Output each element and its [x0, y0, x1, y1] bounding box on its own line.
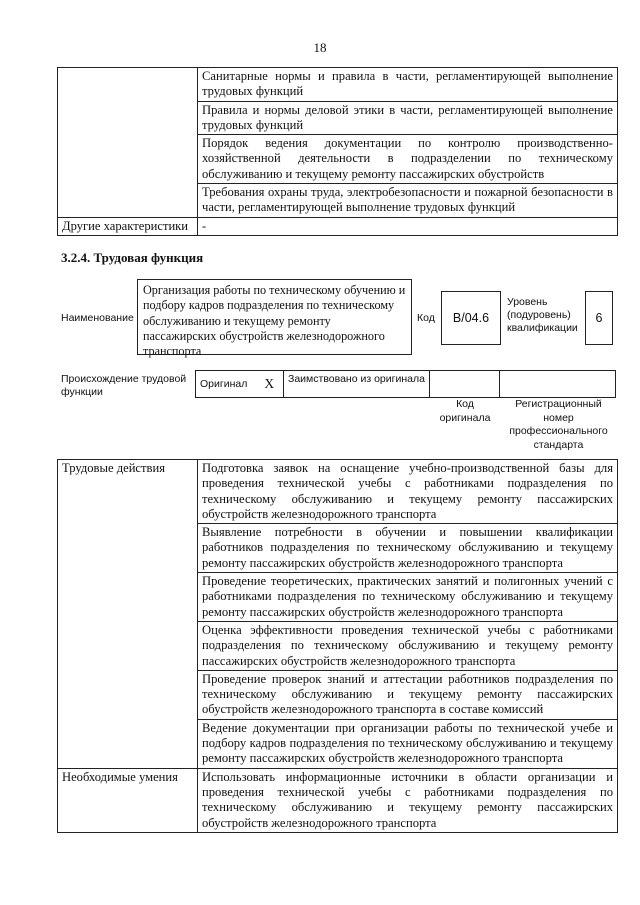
labor-actions-label: Трудовые действия [58, 460, 198, 769]
labor-action-item: Ведение документации при организации работы по технической учебе и подбору кадров подразделения по техническому обслуживанию и текущему ремонту пассажирских обустройств железнодорожного транспорта [198, 719, 618, 768]
labor-action-item: Выявление потребности в обучении и повышении квалификации работников подразделения по техническому обслуживанию и текущему ремонту пассажирских обустройств железнодорожного транспорта [198, 524, 618, 573]
table-row [58, 68, 618, 102]
table-row [58, 460, 618, 524]
original-code-cell [430, 371, 500, 398]
page-number: 18 [313, 40, 327, 55]
function-name-value: Организация работы по техническому обучению и подбору кадров подразделения по техническому обслуживанию и текущему ремонту пассажирских обустройств железнодорожного транспорта [137, 279, 412, 355]
table-row [196, 371, 616, 398]
knowledge-item: Порядок ведения документации по контролю производственно-хозяйственной деятельности в подразделении по техническому обслуживанию и текущему ремонту пассажирских обустройств [198, 135, 618, 184]
borrowed-label: Заимствовано из оригинала [284, 371, 430, 398]
required-skills-label: Необходимые умения [58, 768, 198, 832]
labor-action-item: Проведение проверок знаний и аттестации работников подразделения по техническому обслуживанию и текущему ремонту пассажирских обустройств железнодорожного транспорта в составе комиссий [198, 670, 618, 719]
original-code-caption: Код оригинала [439, 398, 491, 424]
knowledge-item: Санитарные нормы и правила в части, регламентирующей выполнение трудовых функций [198, 68, 618, 102]
original-mark: X [256, 371, 284, 398]
knowledge-item: Правила и нормы деловой этики в части, регламентирующей выполнение трудовых функций [198, 101, 618, 135]
origin-label: Происхождение трудовой функции [61, 373, 187, 398]
qualification-level-value: 6 [585, 291, 613, 345]
labor-action-item: Подготовка заявок на оснащение учебно-производственной базы для проведения технической учебы с работниками подразделения по техническому обслуживанию и текущему ремонту пассажирских обустройств железнодорожного транспорта [198, 460, 618, 524]
code-label: Код [417, 312, 435, 324]
registration-number-cell [500, 371, 616, 398]
code-value: B/04.6 [441, 291, 501, 345]
section-heading: 3.2.4. Трудовая функция [61, 250, 204, 265]
name-label: Наименование [61, 312, 134, 324]
labor-actions-table [57, 459, 618, 833]
registration-number-caption: Регистрационный номер профессионального стандарта [509, 398, 608, 451]
empty-label-cell [58, 68, 198, 218]
other-characteristics-label: Другие характеристики [58, 217, 198, 235]
skill-item: Использовать информационные источники в области организации и проведения технической учебы с работниками подразделения по техническому обслуживанию и текущему ремонту пассажирских обустройств железнодорожного транспорта [198, 768, 618, 832]
table-row [58, 217, 618, 235]
table-row [58, 768, 618, 832]
labor-action-item: Проведение теоретических, практических занятий и полигонных учений с работниками подразделения по техническому обслуживанию и текущему ремонту пассажирских обустройств железнодорожного транспорта [198, 573, 618, 622]
continued-requirements-table [57, 67, 618, 236]
qualification-level-label: Уровень (подуровень) квалификации [507, 296, 578, 334]
labor-action-item: Оценка эффективности проведения технической учебы с работниками подразделения по техническому обслуживанию и текущему ремонту пассажирских обустройств железнодорожного транспорта [198, 621, 618, 670]
origin-table [195, 370, 616, 398]
other-characteristics-value: - [198, 217, 618, 235]
original-label: Оригинал [196, 371, 256, 398]
knowledge-item: Требования охраны труда, электробезопасности и пожарной безопасности в части, регламентирующей выполнение трудовых функций [198, 184, 618, 218]
